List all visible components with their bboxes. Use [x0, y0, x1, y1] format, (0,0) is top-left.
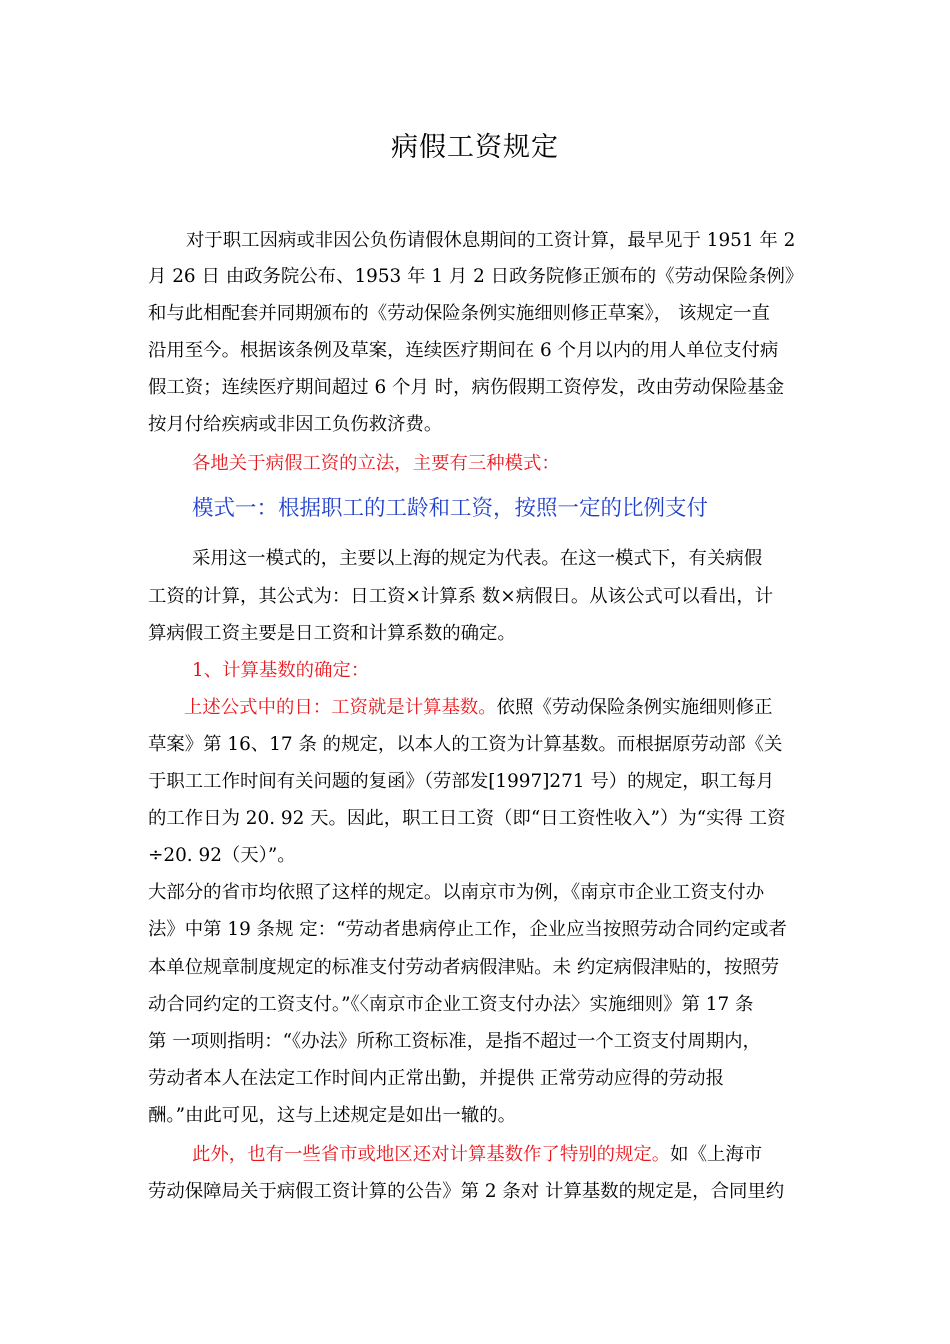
paragraph-line: 按月付给疾病或非因工负伤救济费。: [148, 414, 443, 435]
paragraph-line: 算病假工资主要是日工资和计算系数的确定。: [148, 623, 516, 644]
paragraph-line: 第 一项则指明：“《办法》所称工资标准，是指不超过一个工资支付周期内，: [148, 1031, 761, 1052]
paragraph5-red-text: 此外，也有一些省市或地区还对计算基数作了特别的规定。: [192, 1144, 671, 1165]
paragraph-line: 沿用至今。根据该条例及草案，连续医疗期间在 6 个月以内的用人单位支付病: [148, 340, 779, 361]
paragraph-line: 草案》第 16、17 条 的规定，以本人的工资为计算基数。而根据原劳动部《关: [148, 734, 783, 755]
document-title: 病假工资规定: [391, 132, 559, 163]
paragraph-line: 对于职工因病或非因公负伤请假休息期间的工资计算，最早见于 1951 年 2: [186, 230, 796, 251]
paragraph5-text: 如《上海市: [670, 1144, 763, 1165]
paragraph-line: 动合同约定的工资支付。”《〈南京市企业工资支付办法〉实施细则》第 17 条: [148, 994, 754, 1015]
red-intro: 各地关于病假工资的立法，主要有三种模式：: [192, 453, 560, 474]
paragraph-line: 和与此相配套并同期颁布的《劳动保险条例实施细则修正草案》， 该规定一直: [148, 303, 770, 324]
mode1-heading: 模式一：根据职工的工龄和工资，按照一定的比例支付: [192, 496, 709, 521]
paragraph-line: 于职工工作时间有关问题的复函》（劳部发[1997]271 号）的规定，职工每月: [148, 771, 775, 792]
paragraph-line: 劳动者本人在法定工作时间内正常出勤，并提供 正常劳动应得的劳动报: [148, 1068, 724, 1089]
paragraph-line-mixed: [192, 1141, 762, 1169]
paragraph-line: 劳动保障局关于病假工资计算的公告》第 2 条对 计算基数的规定是，合同里约: [148, 1181, 785, 1202]
paragraph-line: 假工资；连续医疗期间超过 6 个月 时，病伤假期工资停发，改由劳动保险基金: [148, 377, 785, 398]
paragraph-line: 大部分的省市均依照了这样的规定。以南京市为例，《南京市企业工资支付办: [148, 882, 765, 903]
paragraph-line: 月 26 日 由政务院公布、1953 年 1 月 2 日政务院修正颁布的《劳动保险条例》: [148, 266, 804, 287]
paragraph3-red-text: 上述公式中的日：工资就是计算基数。: [184, 697, 497, 718]
paragraph3-text: 依照《劳动保险条例实施细则修正: [496, 697, 773, 718]
paragraph-line: 法》中第 19 条规 定：“劳动者患病停止工作，企业应当按照劳动合同约定或者: [148, 919, 787, 940]
paragraph-line: 本单位规章制度规定的标准支付劳动者病假津贴。未 约定病假津贴的，按照劳: [148, 957, 780, 978]
paragraph-line-mixed: [184, 694, 773, 722]
paragraph-line: 工资的计算，其公式为：日工资×计算系 数×病假日。从该公式可以看出，计: [148, 586, 774, 607]
paragraph-line: 采用这一模式的，主要以上海的规定为代表。在这一模式下，有关病假: [192, 548, 763, 569]
paragraph-line: 酬。”由此可见，这与上述规定是如出一辙的。: [148, 1105, 517, 1126]
paragraph-line: 的工作日为 20. 92 天。因此，职工日工资（即“日工资性收入”）为“实得 工资: [148, 808, 786, 829]
paragraph-line: ÷20. 92（天）”。: [148, 845, 296, 866]
subheading-1: 1、计算基数的确定：: [192, 660, 370, 681]
